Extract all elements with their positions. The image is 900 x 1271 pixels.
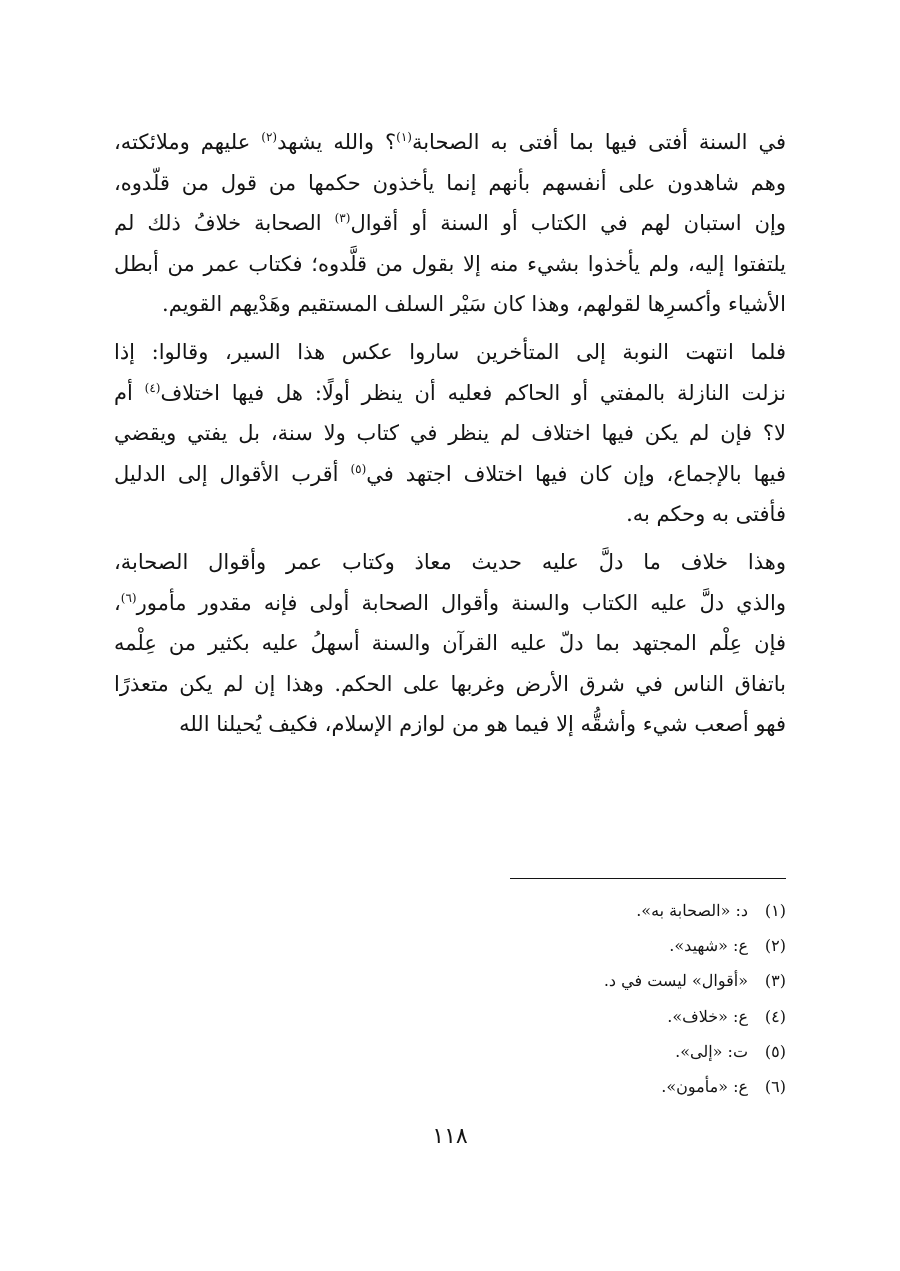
text-line [114,244,786,285]
text-run: الأشياء وأكسرِها لقولهم، وهذا كان سَيْر السلف المستقيم وهَدْيهم القويم. [162,292,786,317]
footnote-separator [510,878,786,879]
text-line [114,664,786,705]
text-line [114,623,786,664]
footnote-item [366,893,786,928]
footnote-marker: (٤) [144,380,161,395]
text-run: فيها بالإجماع، وإن كان فيها اختلاف اجتهد في [366,461,786,486]
text-run: ، [114,590,121,615]
footnote-number: (١) [764,901,786,920]
text-run: فإن عِلْم المجتهد بما دلّ عليه القرآن والسنة أسهلُ عليه بكثير من عِلْمه [114,631,786,656]
text-run: باتفاق الناس في شرق الأرض وغربها على الحكم. وهذا إن لم يكن متعذرًا [114,671,786,696]
footnote-item [366,928,786,963]
footnote-number: (٣) [764,971,786,991]
text-line [114,542,786,583]
footnotes-list [366,893,786,1104]
text-line [114,494,786,535]
footnote-marker: (٢) [261,130,278,144]
text-line [114,284,786,325]
text-run: أقرب الأقوال إلى الدليل [114,461,351,486]
text-run: ؟ والله يشهد [277,130,397,154]
footnote-number: (٥) [764,1041,786,1061]
paragraph [114,122,786,325]
text-run: وهذا خلاف ما دلَّ عليه حديث معاذ وكتاب عمر وأقوال الصحابة، [114,549,786,574]
text-line [114,122,786,163]
footnote-text: د: «الصحابة به». [636,901,748,920]
text-line [114,163,786,204]
text-line [114,454,786,495]
footnote-text: ع: «مأمون». [661,1077,748,1097]
footnote-item [366,1069,786,1104]
text-run: يلتفتوا إليه، ولم يأخذوا بشيء منه إلا بقول من قلَّدوه؛ فكتاب عمر من أبطل [114,251,786,276]
text-run: وإن استبان لهم في الكتاب أو السنة أو أقوال [350,211,787,236]
footnote-text: ع: «شهيد». [669,936,748,956]
footnote-item [366,1034,786,1069]
footnote-item [366,963,786,998]
paragraph [114,542,786,745]
page-number: ١١٨ [432,1124,468,1149]
text-run: نزلت النازلة بالمفتي أو الحاكم فعليه أن ينظر أولًا: هل فيها اختلاف [160,380,786,405]
footnote-number: (٦) [764,1077,786,1097]
footnote-item [366,999,786,1034]
text-line [114,203,786,244]
footnote-text: ع: «خلاف». [667,1006,748,1026]
footnote-text: «أقوال» ليست في د. [603,971,748,991]
text-line [114,332,786,373]
footnote-marker: (١) [396,130,412,144]
footnote-marker: (٦) [120,590,137,605]
footnote-number: (٢) [764,936,786,956]
text-run: والذي دلَّ عليه الكتاب والسنة وأقوال الصحابة أولى فإنه مقدور مأمور [136,590,786,615]
text-line [114,413,786,454]
text-line [114,704,786,745]
text-run: فأفتى به وحكم به. [626,502,786,527]
main-text [114,122,786,745]
text-run: فهو أصعب شيء وأشقُّه إلا فيما هو من لوازم الإسلام، فكيف يُحيلنا الله [179,712,786,737]
text-run: لا؟ فإن لم يكن فيها اختلاف لم ينظر في كتاب ولا سنة، بل يفتي ويقضي [114,421,786,446]
footnote-number: (٤) [764,1006,786,1026]
footnote-text: ت: «إلى». [675,1041,748,1061]
text-run: في السنة أفتى فيها بما أفتى به الصحابة [411,130,787,154]
footnote-marker: (٣) [334,211,351,226]
text-run: وهم شاهدون على أنفسهم بأنهم إنما يأخذون حكمها من قول من قلّدوه، [114,170,786,195]
text-line [114,583,786,624]
text-run: الصحابة خلافُ ذلك لم [114,211,335,236]
footnote-marker: (٥) [350,461,367,476]
text-run: عليهم وملائكته، [114,130,262,154]
text-line [114,373,786,414]
text-run: أم [114,380,145,405]
text-run: فلما انتهت النوبة إلى المتأخرين ساروا عكس هذا السير، وقالوا: إذا [114,339,786,364]
paragraph [114,332,786,535]
